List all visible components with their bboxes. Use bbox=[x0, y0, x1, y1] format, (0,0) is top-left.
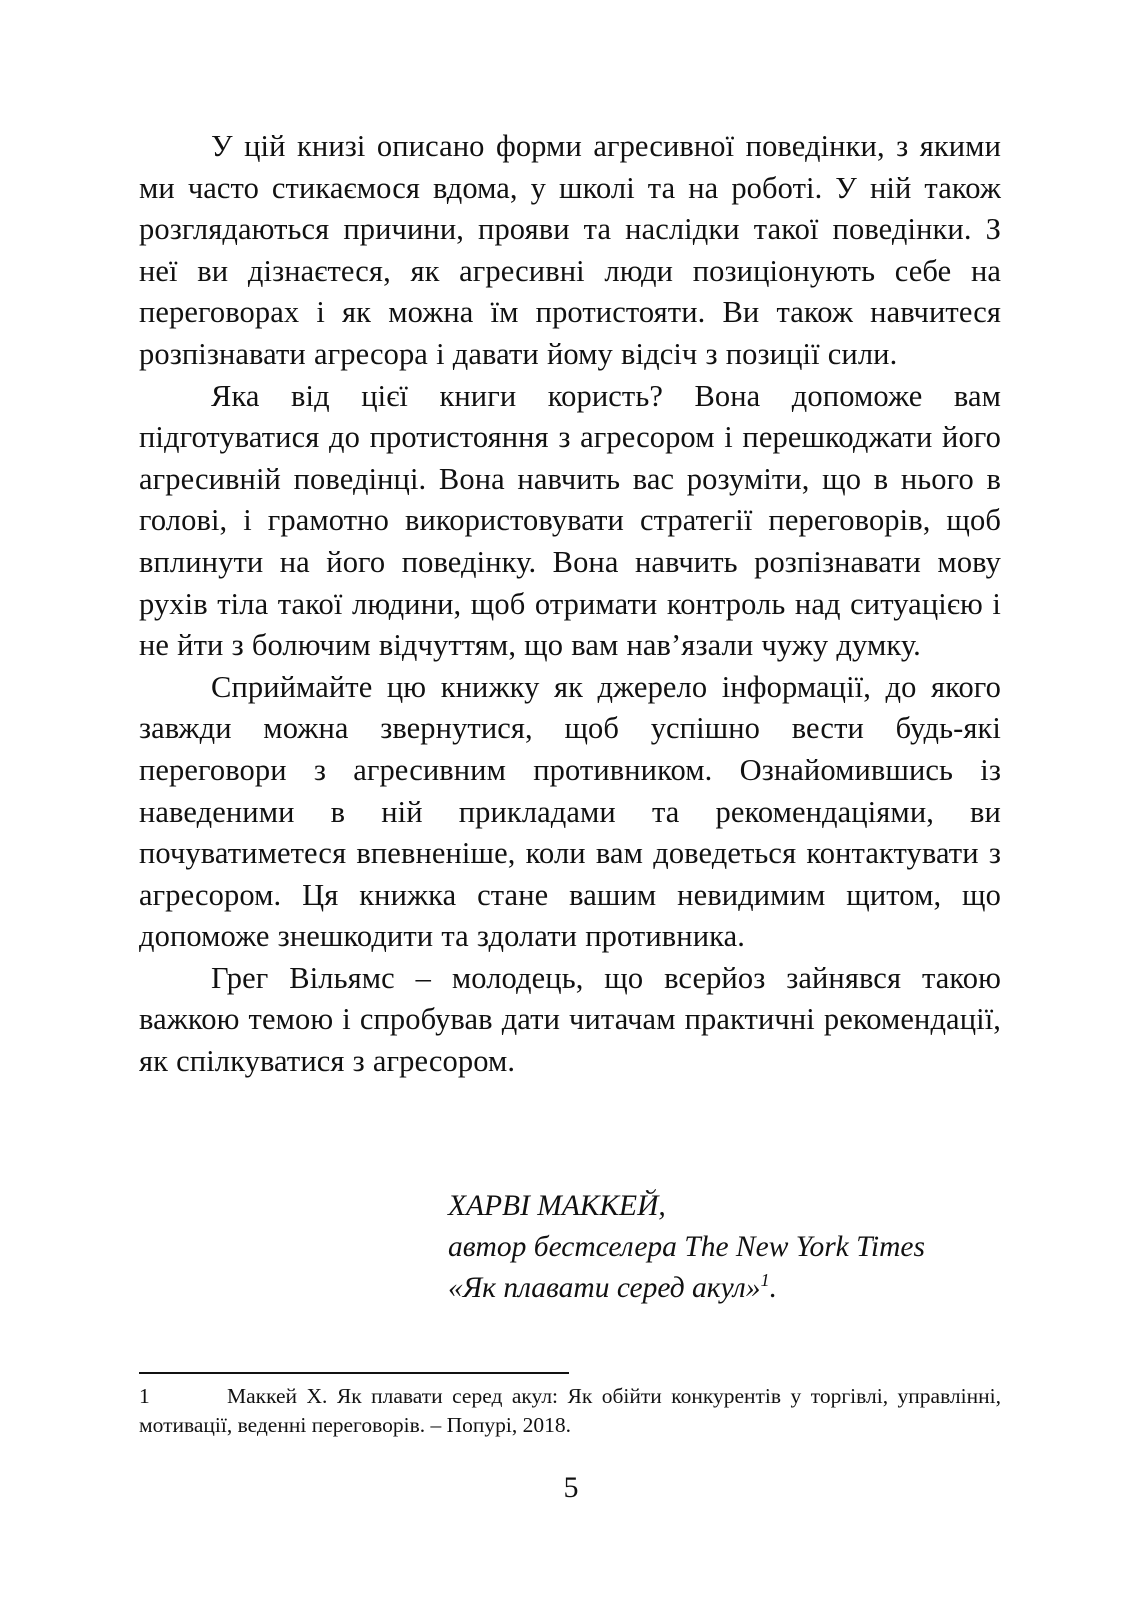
footnote-number: 1 bbox=[139, 1384, 150, 1408]
footnote-separator-rule bbox=[139, 1372, 569, 1374]
footnote-reference-marker[interactable]: 1 bbox=[760, 1270, 770, 1291]
footnote-block bbox=[139, 1382, 1001, 1439]
body-paragraph-3: Сприймайте цю книжку як джерело інформації, до якого завжди можна звернутися, щоб успішно вести будь-які переговори з агресивним противником. Ознайомившись із наведеними в ній прикладами та рекомендаціями, ви почуватиметеся впевненіше, коли вам доведеться контактувати з агресором. Ця книжка стане вашим невидимим щитом, що допоможе знешкодити та здолати противника. bbox=[139, 669, 1001, 954]
page-number: 5 bbox=[563, 1471, 579, 1504]
signature-trailing-period: . bbox=[769, 1272, 778, 1304]
signature-book-title: «Як плавати серед акул» bbox=[448, 1272, 761, 1304]
footnote-text: Маккей Х. Як плавати серед акул: Як обійти конкурентів у торгівлі, управлінні, мотивації, веденні переговорів. – Попурі, 2018. bbox=[139, 1384, 1001, 1437]
body-paragraph-1: У цій книзі описано форми агресивної поведінки, з якими ми часто стикаємося вдома, у школі та на роботі. У ній також розглядаються причини, прояви та наслідки такої поведінки. З неї ви дізнаєтеся, як агресивні люди позиціонують себе на переговорах і як можна їм протистояти. Ви також навчитеся розпізнавати агресора і давати йому відсіч з позиції сили. bbox=[139, 129, 1001, 371]
signature-block bbox=[448, 1186, 1008, 1309]
signature-book-title-line bbox=[448, 1268, 1008, 1309]
body-paragraph-2: Яка від цієї книги користь? Вона допоможе вам підготуватися до протистояння з агресором і перешкоджати його агресивній поведінці. Вона навчить вас розуміти, що в нього в голові, і грамотно використовувати стратегії переговорів, щоб вплинути на його поведінку. Вона навчить розпізнавати мову рухів тіла такої людини, щоб отримати контроль над ситуацією і не йти з болючим відчуттям, що вам нав’язали чужу думку. bbox=[139, 378, 1001, 663]
signature-credential: автор бестселера The New York Times bbox=[448, 1231, 925, 1263]
body-text-column bbox=[139, 126, 1001, 1083]
body-paragraph-4: Грег Вільямс – молодець, що всерйоз зайнявся такою важкою темою і спробував дати читачам практичні рекомендації, як спілкуватися з агресором. bbox=[139, 960, 1001, 1079]
signature-author-name: ХАРВІ МАККЕЙ, bbox=[448, 1190, 666, 1222]
